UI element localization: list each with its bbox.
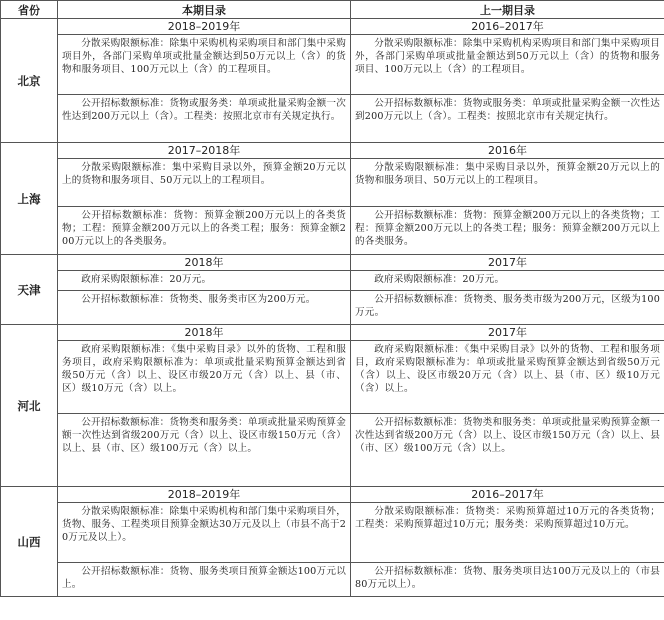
header-row (1, 1, 664, 19)
previous-standard-text: 分散采购限额标准：集中采购目录以外，预算金额20万元以上的货物和服务项目、50万元以上的工程项目。 (351, 159, 664, 207)
previous-standard-text: 公开招标数额标准：货物或服务类：单项或批量采购金额一次性达到200万元以上（含）。工程类：按照北京市有关规定执行。 (351, 95, 664, 143)
current-year: 2018年 (58, 255, 351, 271)
current-standard-text: 公开招标数额标准：货物：预算金额200万元以上的各类货物；工程：预算金额200万元以上的各类工程；服务：预算金额200万元以上的各类服务。 (58, 207, 351, 255)
standard-row (1, 159, 664, 207)
previous-standard-text: 公开招标数额标准：货物类、服务类市级为200万元，区级为100万元。 (351, 291, 664, 325)
header-province: 省份 (1, 1, 58, 19)
current-year: 2018年 (58, 325, 351, 341)
previous-year: 2017年 (351, 255, 664, 271)
previous-standard-text: 政府采购限额标准：20万元。 (351, 271, 664, 291)
province-name: 上海 (1, 143, 58, 255)
previous-year: 2016–2017年 (351, 19, 664, 35)
previous-standard-text: 分散采购限额标准：除集中采购机构采购项目和部门集中采购项目外，各部门采购单项或批量金额达到50万元以上（含）的货物和服务项目、100万元以上（含）的工程项目。 (351, 35, 664, 95)
standard-row (1, 207, 664, 255)
header-current-catalog: 本期目录 (58, 1, 351, 19)
standard-row (1, 503, 664, 563)
previous-standard-text: 分散采购限额标准：货物类：采购预算超过10万元的各类货物；工程类：采购预算超过10万元；服务类：采购预算超过10万元。 (351, 503, 664, 563)
current-standard-text: 公开招标数额标准：货物或服务类：单项或批量采购金额一次性达到200万元以上（含）。工程类：按照北京市有关规定执行。 (58, 95, 351, 143)
province-year-row (1, 143, 664, 159)
previous-standard-text: 公开招标数额标准：货物：预算金额200万元以上的各类货物；工程：预算金额200万元以上的各类工程；服务：预算金额200万元以上的各类服务。 (351, 207, 664, 255)
standard-row (1, 414, 664, 487)
current-standard-text: 政府采购限额标准：20万元。 (58, 271, 351, 291)
province-year-row (1, 19, 664, 35)
header-previous-catalog: 上一期目录 (351, 1, 664, 19)
standard-row (1, 95, 664, 143)
previous-year: 2017年 (351, 325, 664, 341)
current-year: 2017–2018年 (58, 143, 351, 159)
current-standard-text: 公开招标数额标准：货物类、服务类市区为200万元。 (58, 291, 351, 325)
current-year: 2018–2019年 (58, 487, 351, 503)
province-year-row (1, 487, 664, 503)
province-name: 北京 (1, 19, 58, 143)
previous-year: 2016年 (351, 143, 664, 159)
province-year-row (1, 255, 664, 271)
previous-standard-text: 公开招标数额标准：货物类和服务类：单项或批量采购预算金额一次性达到省级200万元（含）以上、设区市级150万元（含）以上、县（市、区）级100万元（含）以上。 (351, 414, 664, 487)
province-name: 天津 (1, 255, 58, 325)
current-standard-text: 公开招标数额标准：货物类和服务类：单项或批量采购预算金额一次性达到省级200万元（含）以上、设区市级150万元（含）以上、县（市、区）级100万元（含）以上。 (58, 414, 351, 487)
standard-row (1, 271, 664, 291)
standard-row (1, 291, 664, 325)
standard-row (1, 35, 664, 95)
province-name: 河北 (1, 325, 58, 487)
previous-year: 2016–2017年 (351, 487, 664, 503)
standard-row (1, 341, 664, 414)
current-standard-text: 分散采购限额标准：除集中采购机构和部门集中采购项目外，货物、服务、工程类项目预算金额达30万元及以上（市县不高于20万元及以上）。 (58, 503, 351, 563)
previous-standard-text: 公开招标数额标准：货物、服务类项目达100万元及以上的（市县80万元以上）。 (351, 563, 664, 597)
province-year-row (1, 325, 664, 341)
current-standard-text: 公开招标数额标准：货物、服务类项目预算金额达100万元以上。 (58, 563, 351, 597)
previous-standard-text: 政府采购限额标准：《集中采购目录》以外的货物、工程和服务项目，政府采购限额标准为：单项或批量采购预算金额达到省级50万元（含）以上、设区市级20万元（含）以上、县（市、区）级10万元（含）以上。 (351, 341, 664, 414)
province-name: 山西 (1, 487, 58, 597)
current-standard-text: 分散采购限额标准：除集中采购机构采购项目和部门集中采购项目外，各部门采购单项或批量金额达到50万元以上（含）的货物和服务项目、100万元以上（含）的工程项目。 (58, 35, 351, 95)
current-standard-text: 分散采购限额标准：集中采购目录以外，预算金额20万元以上的货物和服务项目、50万元以上的工程项目。 (58, 159, 351, 207)
current-year: 2018–2019年 (58, 19, 351, 35)
current-standard-text: 政府采购限额标准：《集中采购目录》以外的货物、工程和服务项目，政府采购限额标准为：单项或批量采购预算金额达到省级50万元（含）以上、设区市级20万元（含）以上、县（市、区）级10万元（含）以上。 (58, 341, 351, 414)
standard-row (1, 563, 664, 597)
